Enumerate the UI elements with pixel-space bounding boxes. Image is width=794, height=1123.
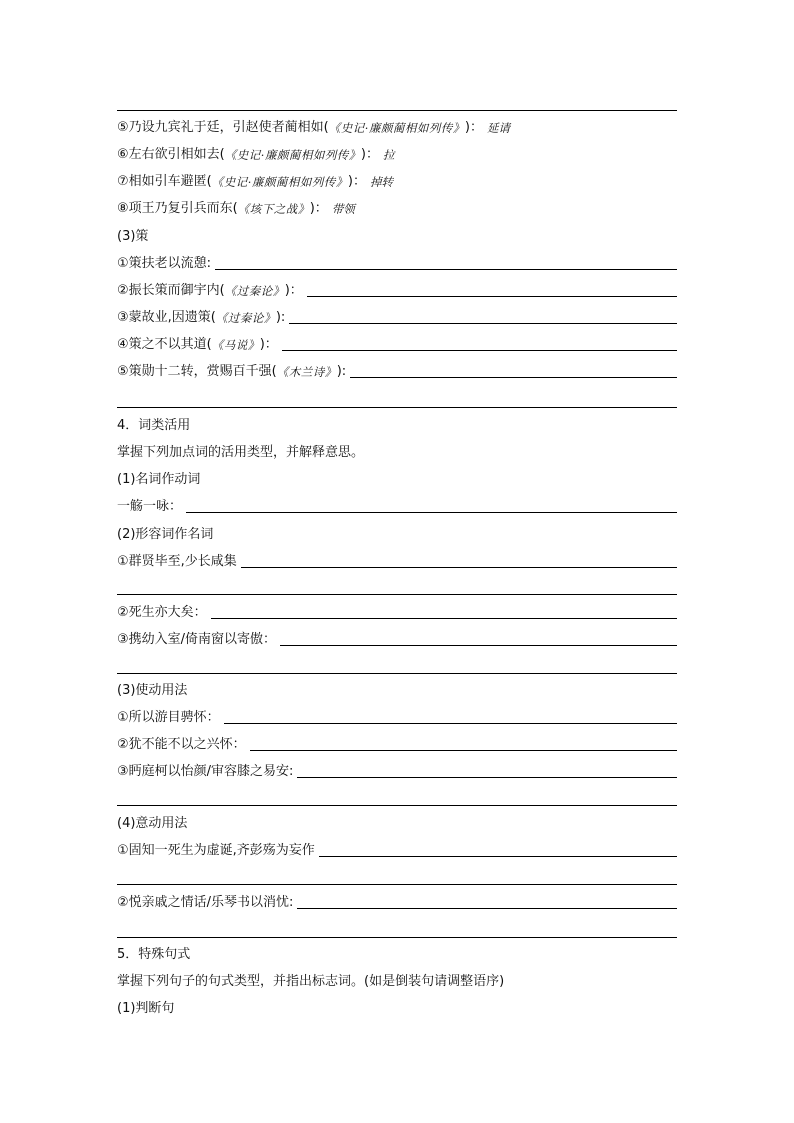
group-heading: (3)策 — [117, 229, 149, 244]
section-title: 4．词类活用 — [117, 418, 191, 433]
item-source: 《史记·廉颇蔺相如列传》 — [328, 121, 465, 135]
section-instruction: 掌握下列句子的句式类型，并指出标志词。(如是倒装句请调整语序) — [117, 974, 505, 989]
answer-line[interactable] — [117, 805, 677, 806]
item-source: 《垓下之战》 — [237, 202, 310, 216]
item-source: 《史记·廉颇蔺相如列传》 — [211, 175, 348, 189]
list-item — [117, 147, 677, 163]
group-heading: (1)判断句 — [117, 1001, 175, 1016]
fill-in-item — [117, 364, 677, 380]
item-text: ①策扶老以流憩: — [117, 256, 212, 271]
fill-in-item — [117, 632, 677, 648]
item-text: ⑧项王乃复引兵而东( — [117, 201, 238, 216]
item-close: )： — [347, 174, 366, 189]
answer-line[interactable] — [117, 407, 677, 408]
answer-line[interactable] — [117, 884, 677, 885]
answer-line[interactable] — [117, 673, 677, 674]
item-text: ①所以游目骋怀： — [117, 710, 220, 725]
answer-line[interactable] — [117, 937, 677, 938]
answer-blank[interactable] — [319, 856, 677, 857]
item-close: ): — [275, 310, 286, 325]
item-close: )： — [309, 201, 328, 216]
item-text: ②悦亲戚之情话/乐琴书以消忧: — [117, 895, 294, 910]
item-answer: 拉 — [382, 148, 395, 162]
fill-in-item — [117, 256, 677, 272]
group-heading: (1)名词作动词 — [117, 472, 201, 487]
item-text: ②死生亦大矣： — [117, 605, 207, 620]
answer-blank[interactable] — [350, 377, 677, 378]
item-text: ⑥左右欲引相如去( — [117, 147, 225, 162]
fill-in-item — [117, 843, 677, 859]
section-title: 5．特殊句式 — [117, 947, 191, 962]
answer-line[interactable] — [117, 594, 677, 595]
item-text: ①固知一死生为虚诞,齐彭殇为妄作 — [117, 843, 315, 858]
answer-blank[interactable] — [297, 908, 677, 909]
item-text: 一觞一咏： — [117, 499, 183, 514]
list-item — [117, 120, 677, 136]
group-heading: (2)形容词作名词 — [117, 527, 214, 542]
answer-blank[interactable] — [250, 750, 677, 751]
item-answer: 带领 — [331, 202, 355, 216]
answer-blank[interactable] — [224, 723, 677, 724]
item-source: 《马说》 — [211, 338, 260, 352]
fill-in-item — [117, 310, 677, 326]
item-source: 《过秦论》 — [215, 311, 276, 325]
item-source: 《史记·廉颇蔺相如列传》 — [224, 148, 361, 162]
item-text: ②犹不能不以之兴怀： — [117, 737, 246, 752]
list-item — [117, 201, 677, 217]
item-text: ③蒙故业,因遗策( — [117, 310, 216, 325]
item-text: ⑤乃设九宾礼于廷，引赵使者蔺相如( — [117, 120, 329, 135]
fill-in-item — [117, 605, 677, 621]
fill-in-item — [117, 737, 677, 753]
fill-in-item — [117, 554, 677, 570]
answer-blank[interactable] — [186, 512, 677, 513]
item-close: )： — [259, 337, 278, 352]
answer-blank[interactable] — [280, 645, 677, 646]
item-text: ③眄庭柯以怡颜/审容膝之易安: — [117, 764, 294, 779]
group-heading: (3)使动用法 — [117, 683, 188, 698]
answer-blank[interactable] — [282, 350, 677, 351]
answer-blank[interactable] — [215, 269, 677, 270]
item-source: 《过秦论》 — [224, 284, 285, 298]
item-source: 《木兰诗》 — [276, 365, 337, 379]
fill-in-item — [117, 499, 677, 515]
item-text: ②振长策而御宇内( — [117, 283, 225, 298]
item-close: )： — [464, 120, 483, 135]
fill-in-item — [117, 895, 677, 911]
fill-in-item — [117, 283, 677, 299]
item-text: ③携幼入室/倚南窗以寄傲： — [117, 632, 277, 647]
answer-blank[interactable] — [307, 296, 677, 297]
item-close: )： — [360, 147, 379, 162]
fill-in-item — [117, 337, 677, 353]
section-instruction: 掌握下列加点词的活用类型，并解释意思。 — [117, 445, 365, 460]
fill-in-item — [117, 710, 677, 726]
group-heading: (4)意动用法 — [117, 816, 188, 831]
answer-blank[interactable] — [289, 323, 677, 324]
answer-blank[interactable] — [211, 618, 677, 619]
item-answer: 延请 — [486, 121, 510, 135]
top-rule — [117, 110, 677, 111]
answer-blank[interactable] — [297, 777, 677, 778]
item-text: ⑤策勋十二转，赏赐百千强( — [117, 364, 277, 379]
item-close: )： — [284, 283, 303, 298]
item-close: ): — [336, 364, 347, 379]
item-text: ①群贤毕至,少长咸集 — [117, 554, 237, 569]
item-text: ④策之不以其道( — [117, 337, 212, 352]
fill-in-item — [117, 764, 677, 780]
item-answer: 掉转 — [369, 175, 393, 189]
item-text: ⑦相如引车避匿( — [117, 174, 212, 189]
answer-blank[interactable] — [241, 567, 677, 568]
list-item — [117, 174, 677, 190]
